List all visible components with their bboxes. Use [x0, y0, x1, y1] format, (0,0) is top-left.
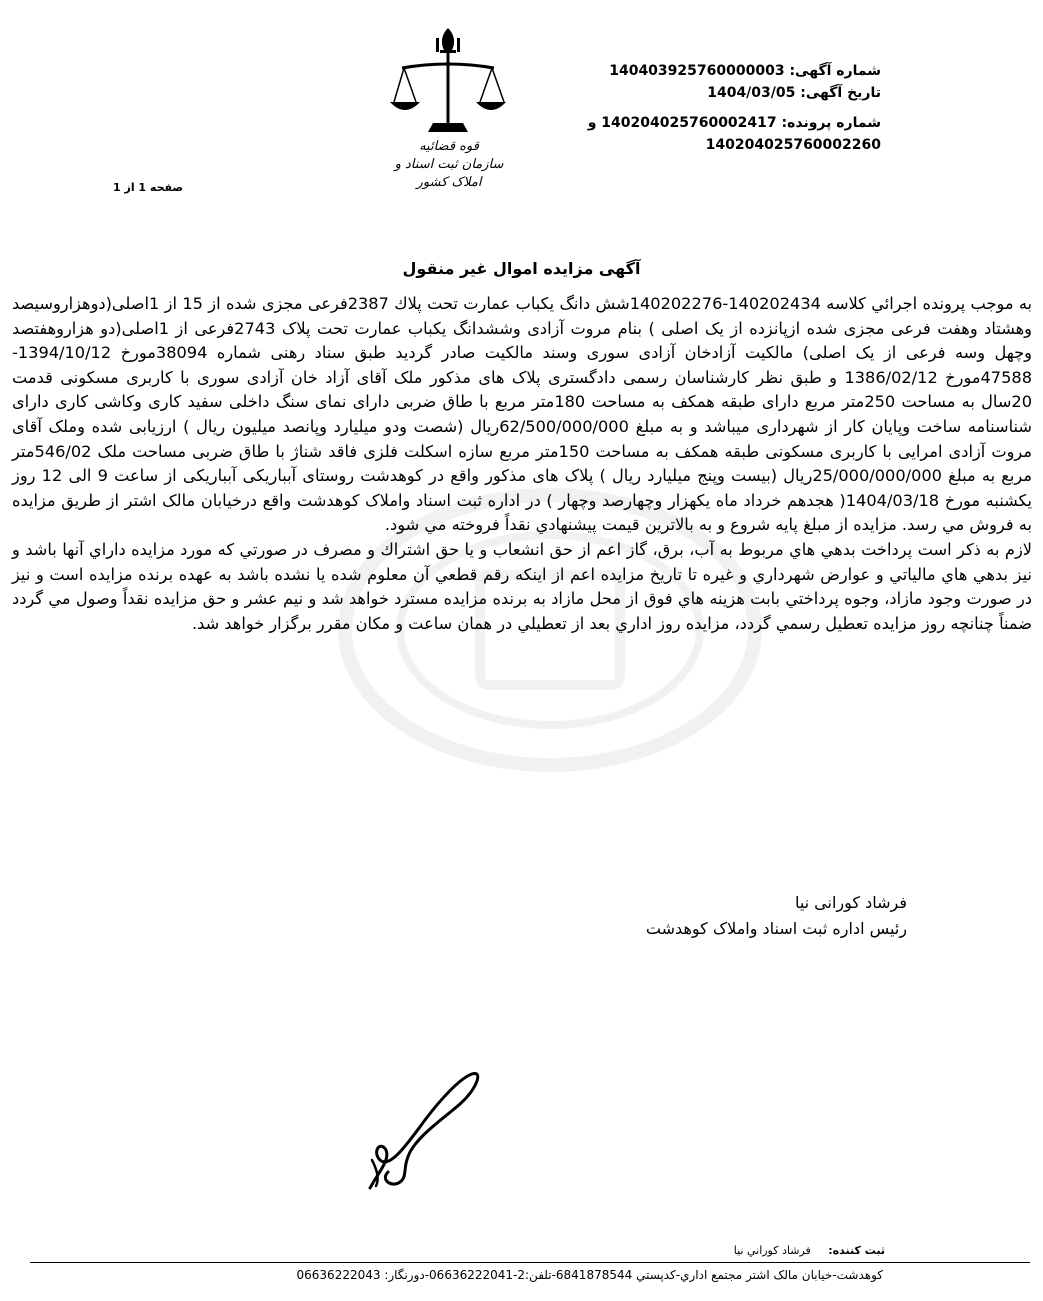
- case-number-1: 140204025760002417: [601, 115, 777, 131]
- handwritten-signature: [350, 1060, 500, 1200]
- ad-number: 140403925760000003: [609, 63, 785, 79]
- ad-number-row: [551, 60, 881, 82]
- notice-title: آگهی مزایده اموال غیر منقول: [402, 259, 641, 278]
- case-number-2: 140204025760002260: [705, 137, 881, 153]
- notice-paragraph-2: لازم به ذكر است پرداخت بدهي هاي مربوط به آب، برق، گاز اعم از حق انشعاب و يا حق اشتراك و مصرف در صورتي كه مورد مزايده داراي آنها باشد و نيز بدهي هاي مالياتي و عوارض شهرداري و غيره تا تاريخ مزايده اعم از اينكه رقم قطعي آن معلوم شده يا نشده باشد به عهده برنده مزايده است و نيز در صورت وجود مازاد، وجوه پرداختي بابت هزينه هاي فوق از محل مازاد به برنده مزايده مسترد خواهد شد و نيم عشر و حق مزايده نقداً وصول مي گردد ضمناً چنانچه روز مزايده تعطيل رسمي گردد، مزايده روز اداري بعد از تعطيلي در همان ساعت و مكان مقرر برگزار خواهد شد.: [12, 539, 1032, 633]
- registrar-line: [734, 1244, 885, 1257]
- ad-date: 1404/03/05: [707, 85, 796, 101]
- page-indicator: صفحه 1 از 1: [113, 181, 184, 194]
- signer-name: فرشاد کورانی نیا: [794, 893, 907, 912]
- ad-number-label: شماره آگهی:: [789, 63, 881, 79]
- footer-address: کوهدشت-خیابان مالک اشتر مجتمع اداري-کدپستي 6841878544-تلفن:2-06636222041-دورنگار: 06636222043: [296, 1268, 883, 1282]
- registrar-label: ثبت کننده:: [828, 1244, 885, 1257]
- signer-block: [646, 890, 907, 942]
- ad-date-row: [551, 82, 881, 104]
- logo-caption-line1: قوه قضائیه: [419, 139, 479, 154]
- logo-caption: [384, 138, 514, 192]
- registrar-name: فرشاد كوراني نيا: [733, 1244, 811, 1257]
- ad-date-label: تاریخ آگهی:: [800, 85, 881, 101]
- signer-position: رئیس اداره ثبت اسناد واملاک کوهدشت: [645, 919, 907, 938]
- footer-divider: [30, 1262, 1030, 1263]
- case-number-and: و: [587, 115, 597, 131]
- ad-meta-block: [551, 60, 881, 156]
- case-number-label: شماره پرونده:: [781, 115, 881, 131]
- case-number-row-2: [551, 134, 881, 156]
- case-number-row: [551, 112, 881, 134]
- logo-caption-line2: سازمان ثبت اسناد و املاک کشور: [394, 157, 504, 190]
- notice-paragraph-1: به موجب پرونده اجرائي كلاسه 140202434-140202276شش دانگ یکباب عمارت تحت پلاك 2387فرعی مجزی شده از 15 از 1اصلی(دوهزاروسیصد وهشتاد وهفت فرعی مجزی شده ازپانزده از یک اصلی ) بنام مروت آزادی وششدانگ یکباب عمارت تحت پلاک 2743فرعی از 1اصلی(دو هزاروهفتصد وچهل وسه فرعی از یک اصلی) مالکیت آزادخان آزادی سوری وسند مالکیت صادر گردید طبق سناد رهنی شماره 38094مورخ 1394/10/12-47588مورخ 1386/02/12 و طبق نظر کارشناسان رسمی دادگستری پلاک های مذکور ملک آقای آزاد خان آزادی سوری با کاربری مسکونی قدمت 20سال به مساحت 250متر مربع دارای طبقه همکف به مساحت 180متر مربع با طاق ضربی دارای نمای سنگ داخلی سفید کاری وکاشی کاری دارای شناسنامه ساخت وپایان کار از شهرداری میباشد و به مبلغ 62/500/000/000ریال (شصت ودو میلیارد وپانصد میلیون ریال ) ارزیابی شده وملک آقای مروت آزادی امرایی با کاربری مسکونی طبقه همکف به مساحت 150متر مربع سازه اسکلت فلزی فاقد شناژ با طاق ضربی مساحت ملک 546/02متر مربع به مبلغ 25/000/000/000ریال (بیست وپنج میلیارد ریال ) پلاک های مذکور واقع در کوهدشت روستای آبباریکی آبباریکی از ساعت 9 الی 12 روز یکشنبه مورخ 1404/03/18( هجدهم خرداد ماه یکهزار وچهارصد وچهار ) در اداره ثبت اسناد واملاک کوهدشت واقع درخیابان مالک اشتر از طریق مزایده به فروش مي رسد. مزایده از مبلغ پایه شروع و به بالاترين قيمت پيشنهادي نقداً فروخته مي شود.: [12, 294, 1033, 535]
- notice-body: [12, 292, 1032, 636]
